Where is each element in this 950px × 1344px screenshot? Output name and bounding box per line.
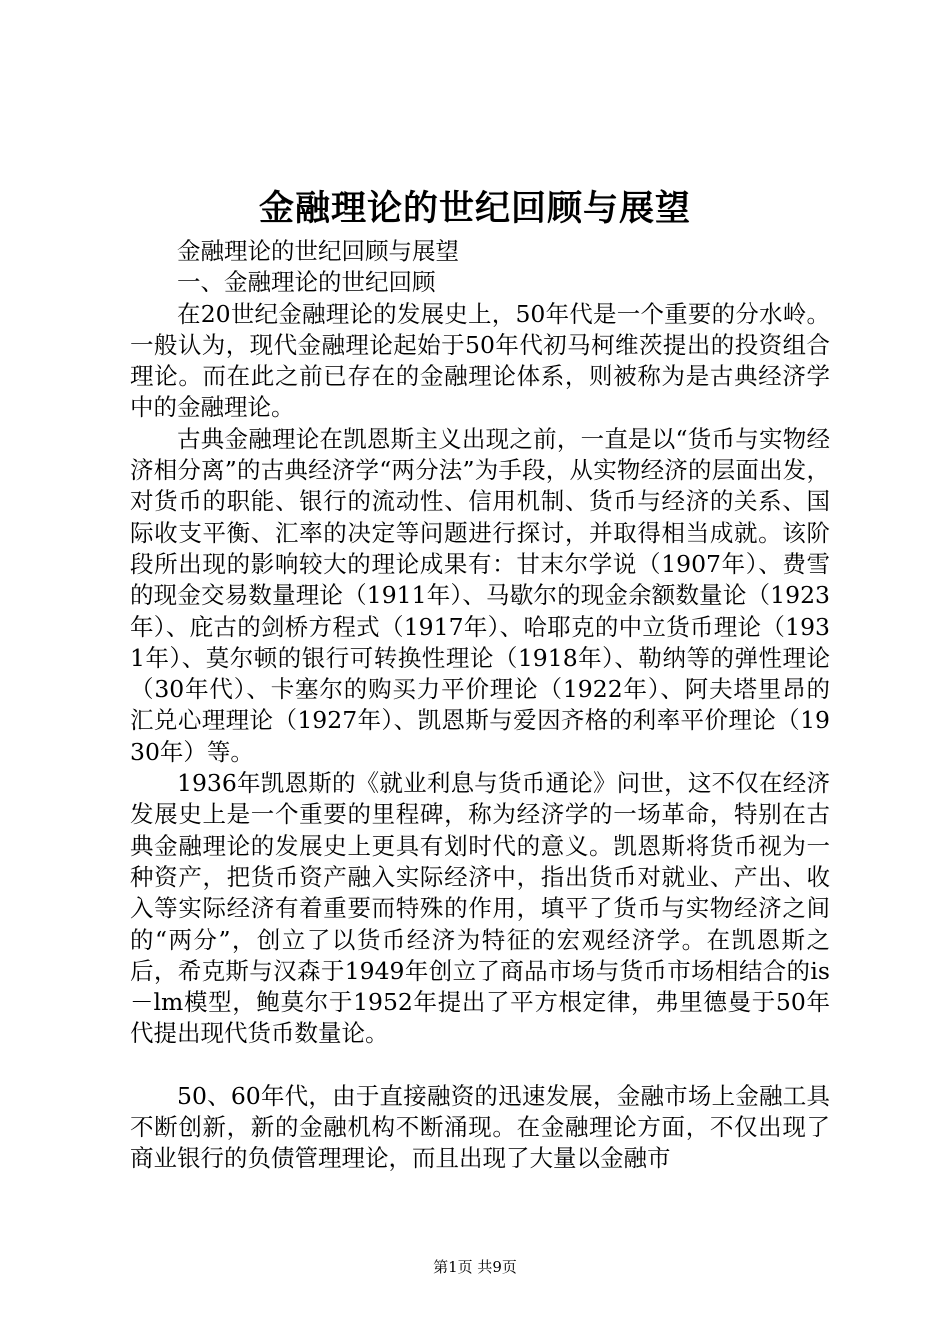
paragraph: 古典金融理论在凯恩斯主义出现之前，一直是以“货币与实物经济相分离”的古典经济学“两分法”为手段，从实物经济的层面出发，对货币的职能、银行的流动性、信用机制、货币与经济的关系、国际收支平衡、汇率的决定等问题进行探讨，并取得相当成就。该阶段所出现的影响较大的理论成果有：甘末尔学说（1907年）、费雪的现金交易数量理论（1911年）、马歇尔的现金余额数量论（1923年）、庇古的剑桥方程式（1917年）、哈耶克的中立货币理论（1931年）、莫尔顿的银行可转换性理论（1918年）、勒纳等的弹性理论（30年代）、卡塞尔的购买力平价理论（1922年）、阿夫塔里昂的汇兑心理理论（1927年）、凯恩斯与爱因齐格的利率平价理论（1930年）等。 — [130, 424, 830, 766]
document-body — [130, 236, 830, 1175]
paragraph: 1936年凯恩斯的《就业利息与货币通论》问世，这不仅在经济发展史上是一个重要的里程碑，称为经济学的一场革命，特别在古典金融理论的发展史上更具有划时代的意义。凯恩斯将货币视为一种资产，把货币资产融入实际经济中，指出货币对就业、产出、收入等实际经济有着重要而特殊的作用，填平了货币与实物经济之间的“两分”，创立了以货币经济为特征的宏观经济学。在凯恩斯之后，希克斯与汉森于1949年创立了商品市场与货币市场相结合的is－lm模型，鲍莫尔于1952年提出了平方根定律，弗里德曼于50年代提出现代货币数量论。 — [130, 769, 830, 1048]
paragraph-section-heading: 一、金融理论的世纪回顾 — [177, 268, 436, 297]
paragraph: 在20世纪金融理论的发展史上，50年代是一个重要的分水岭。一般认为，现代金融理论起始于50年代初马柯维茨提出的投资组合理论。而在此之前已存在的金融理论体系，则被称为是古典经济学中的金融理论。 — [130, 299, 830, 422]
page-number-footer: 第1页 共9页 — [433, 1258, 517, 1276]
document-title: 金融理论的世纪回顾与展望 — [258, 188, 691, 229]
paragraph: 50、60年代，由于直接融资的迅速发展，金融市场上金融工具不断创新，新的金融机构不断涌现。在金融理论方面，不仅出现了商业银行的负债管理理论，而且出现了大量以金融市 — [130, 1081, 830, 1173]
paragraph-subtitle: 金融理论的世纪回顾与展望 — [177, 237, 459, 265]
